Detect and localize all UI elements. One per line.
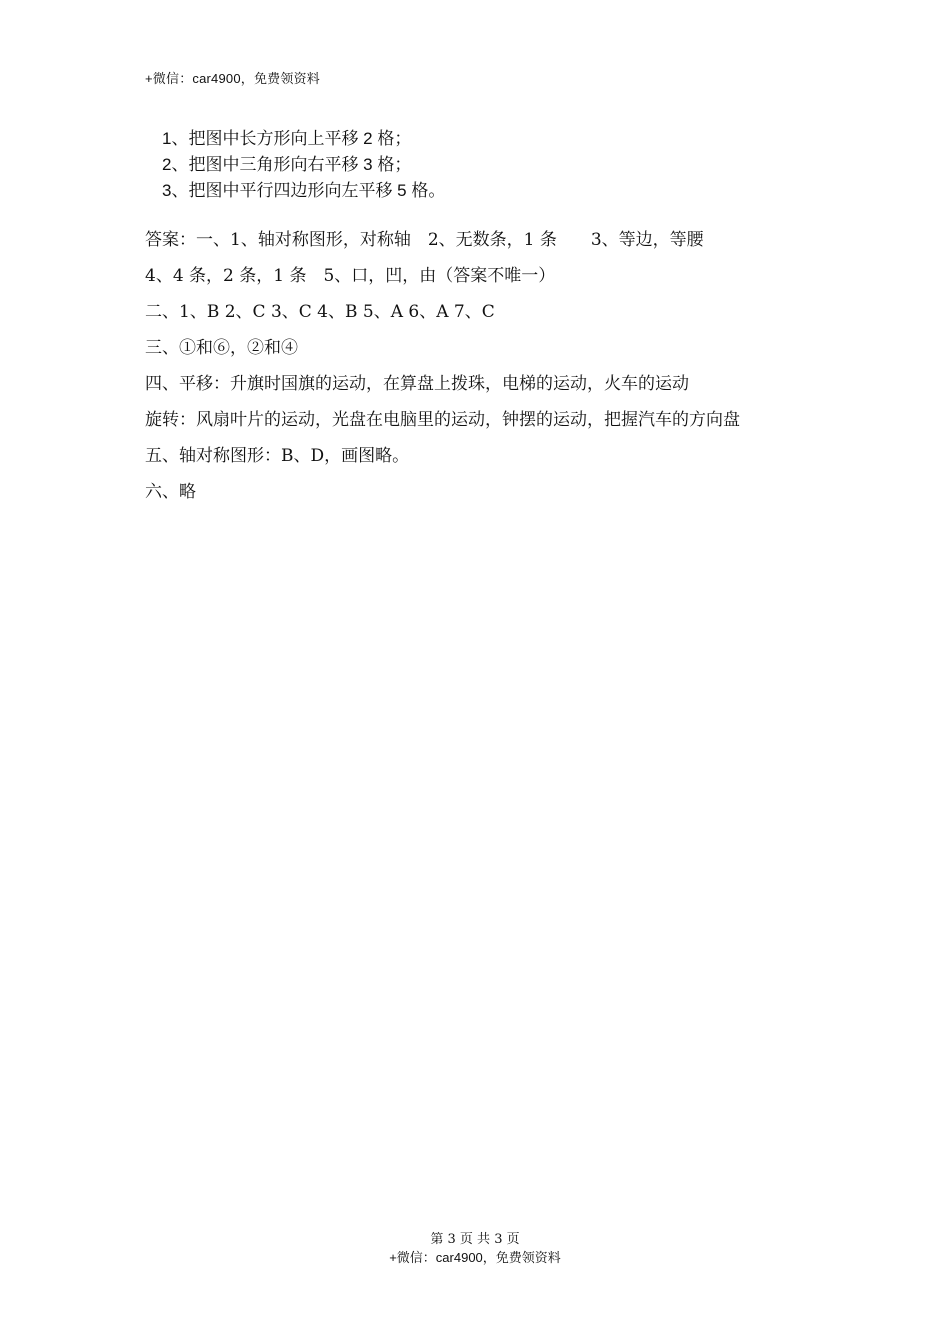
task-item-2: 2、把图中三角形向右平移 3 格； bbox=[162, 155, 412, 174]
answer-section bbox=[145, 222, 805, 510]
answer-line-2: 4、4 条，2 条，1 条 5、口，凹，由（答案不唯一） bbox=[145, 266, 556, 286]
answer-line-6: 旋转：风扇叶片的运动，光盘在电脑里的运动，钟摆的运动，把握汽车的方向盘 bbox=[145, 410, 740, 430]
task-item-3: 3、把图中平行四边形向左平移 5 格。 bbox=[162, 181, 446, 200]
answer-line-4: 三、①和⑥，②和④ bbox=[145, 338, 298, 358]
answer-line-3: 二、1、B 2、C 3、C 4、B 5、A 6、A 7、C bbox=[145, 302, 495, 322]
translation-task-list bbox=[162, 126, 445, 204]
answer-line-5: 四、平移：升旗时国旗的运动，在算盘上拨珠，电梯的运动，火车的运动 bbox=[145, 374, 689, 394]
answer-line-8: 六、略 bbox=[145, 482, 196, 502]
footer-watermark-note: +微信：car4900，免费领资料 bbox=[389, 1250, 561, 1265]
task-item-1: 1、把图中长方形向上平移 2 格； bbox=[162, 129, 412, 148]
answer-line-1: 答案：一、1、轴对称图形，对称轴 2、无数条，1 条 3、等边，等腰 bbox=[145, 230, 704, 250]
page-number: 第 3 页 共 3 页 bbox=[430, 1232, 520, 1247]
answer-line-7: 五、轴对称图形：B、D，画图略。 bbox=[145, 446, 410, 466]
header-watermark-note: +微信：car4900，免费领资料 bbox=[145, 71, 320, 86]
